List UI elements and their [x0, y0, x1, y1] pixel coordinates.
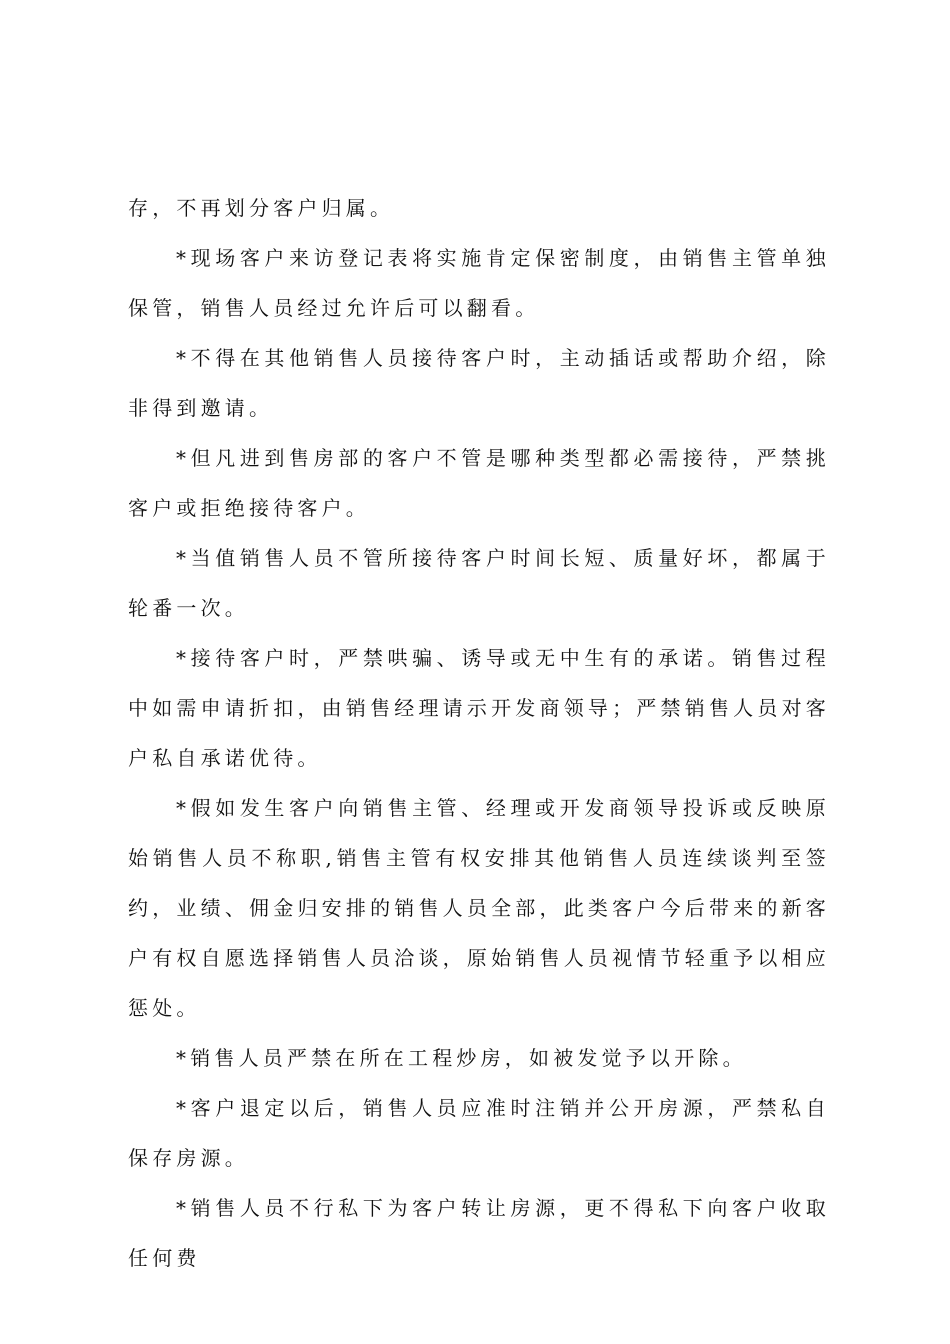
- paragraph-3: *不得在其他销售人员接待客户时，主动插话或帮助介绍，除非得到邀请。: [128, 346, 830, 420]
- paragraph-8: *销售人员严禁在所在工程炒房，如被发觉予以开除。: [176, 1046, 747, 1070]
- paragraph-2: *现场客户来访登记表将实施肯定保密制度，由销售主管单独保管，销售人员经过允许后可以翻看。: [128, 246, 830, 320]
- paragraph-5: *当值销售人员不管所接待客户时间长短、质量好坏，都属于轮番一次。: [128, 546, 830, 620]
- paragraph-9: *客户退定以后，销售人员应准时注销并公开房源，严禁私自保存房源。: [128, 1096, 830, 1170]
- document-body: [128, 183, 830, 1283]
- paragraph-1: 存，不再划分客户归属。: [128, 196, 395, 220]
- paragraph-10: *销售人员不行私下为客户转让房源，更不得私下向客户收取任何费: [128, 1196, 830, 1270]
- paragraph-7: *假如发生客户向销售主管、经理或开发商领导投诉或反映原始销售人员不称职,销售主管有权安排其他销售人员连续谈判至签约，业绩、佣金归安排的销售人员全部，此类客户今后带来的新客户有权自愿选择销售人员洽谈，原始销售人员视情节轻重予以相应惩处。: [128, 796, 830, 1020]
- paragraph-6: *接待客户时，严禁哄骗、诱导或无中生有的承诺。销售过程中如需申请折扣，由销售经理请示开发商领导；严禁销售人员对客户私自承诺优待。: [128, 646, 830, 770]
- paragraph-4: *但凡进到售房部的客户不管是哪种类型都必需接待，严禁挑客户或拒绝接待客户。: [128, 446, 830, 520]
